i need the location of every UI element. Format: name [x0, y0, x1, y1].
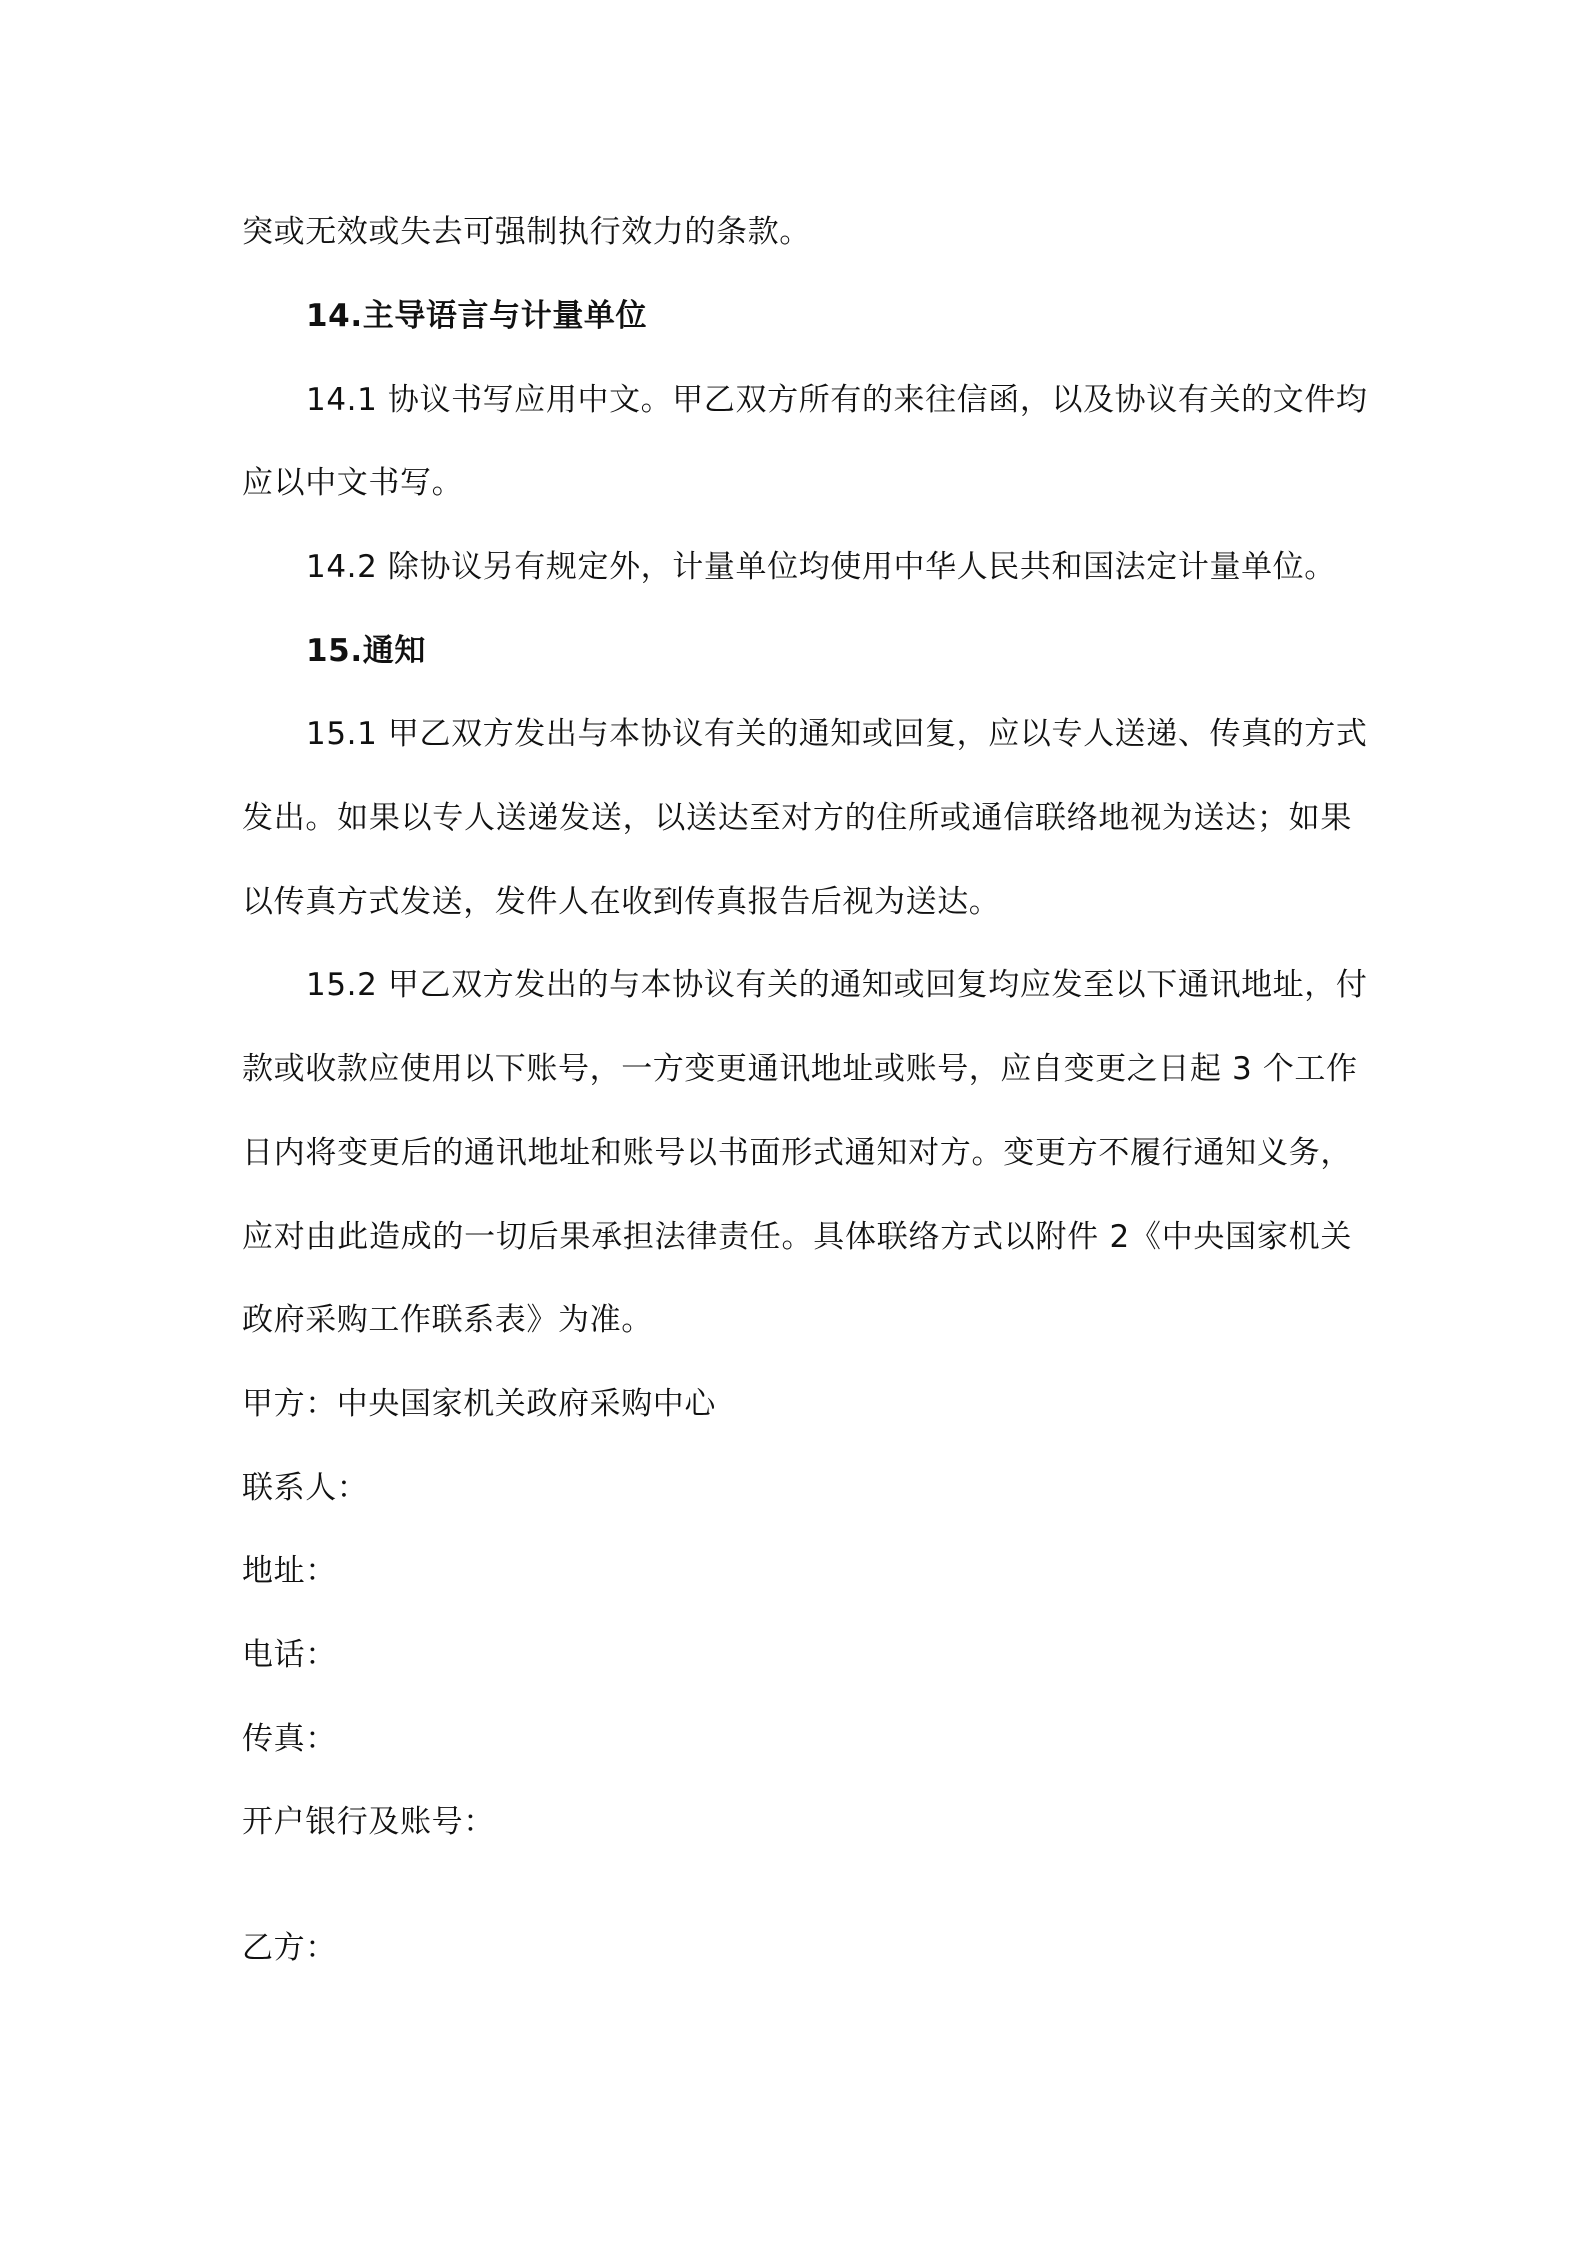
paragraph-continuation: 突或无效或失去可强制执行效力的条款。: [242, 214, 811, 250]
clause-15-1-line-3: 以传真方式发送，发件人在收到传真报告后视为送达。: [242, 884, 1001, 920]
clause-15-1-line-1: 15.1 甲乙双方发出与本协议有关的通知或回复，应以专人送递、传真的方式: [306, 716, 1368, 752]
address-label: 地址：: [242, 1553, 337, 1589]
clause-15-2-line-5: 政府采购工作联系表》为准。: [242, 1302, 653, 1338]
clause-14-2: 14.2 除协议另有规定外，计量单位均使用中华人民共和国法定计量单位。: [306, 549, 1336, 585]
clause-14-1-line-2: 应以中文书写。: [242, 465, 464, 501]
clause-14-1-line-1: 14.1 协议书写应用中文。甲乙双方所有的来往信函，以及协议有关的文件均: [306, 382, 1368, 418]
section-heading-15: 15.通知: [306, 633, 426, 669]
fax-label: 传真：: [242, 1721, 337, 1757]
contact-person-label: 联系人：: [242, 1470, 369, 1506]
clause-15-2-line-3: 日内将变更后的通讯地址和账号以书面形式通知对方。变更方不履行通知义务，: [242, 1135, 1352, 1171]
clause-15-2-line-4: 应对由此造成的一切后果承担法律责任。具体联络方式以附件 2《中央国家机关: [242, 1219, 1352, 1255]
clause-15-2-line-2: 款或收款应使用以下账号，一方变更通讯地址或账号，应自变更之日起 3 个工作: [242, 1051, 1358, 1087]
phone-label: 电话：: [242, 1637, 337, 1673]
clause-15-1-line-2: 发出。如果以专人送递发送，以送达至对方的住所或通信联络地视为送达；如果: [242, 800, 1352, 836]
bank-account-label: 开户银行及账号：: [242, 1804, 495, 1840]
clause-15-2-line-1: 15.2 甲乙双方发出的与本协议有关的通知或回复均应发至以下通讯地址，付: [306, 967, 1368, 1003]
party-b-label: 乙方：: [242, 1930, 337, 1966]
section-heading-14: 14.主导语言与计量单位: [306, 298, 648, 334]
party-a-name: 甲方：中央国家机关政府采购中心: [242, 1386, 716, 1422]
